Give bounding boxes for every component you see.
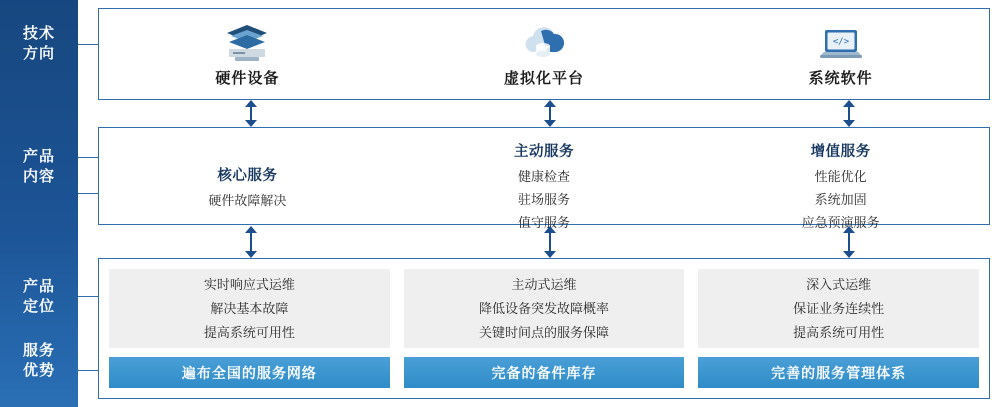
product-content-item: 硬件故障解决	[208, 193, 287, 208]
connector-advantage	[78, 370, 98, 371]
product-content-item: 系统加固	[814, 192, 867, 207]
arrow-tech-to-content-3	[842, 100, 856, 127]
product-position-line: 主动式运维	[511, 277, 577, 292]
arrow-tech-to-content-1	[244, 100, 258, 127]
service-advantage-card: 遍布全国的服务网络	[109, 357, 390, 388]
product-position-line: 关键时间点的服务保障	[479, 325, 610, 340]
service-advantage-card: 完善的服务管理体系	[698, 357, 979, 388]
left-label-content-line1: 产品	[22, 148, 55, 165]
left-label-position	[0, 277, 78, 317]
left-label-advantage	[0, 341, 78, 381]
product-position-line: 提高系统可用性	[203, 325, 295, 340]
tech-direction-item-software	[692, 9, 989, 99]
product-position-card	[109, 269, 390, 348]
product-position-line: 深入式运维	[806, 277, 872, 292]
product-position-card	[698, 269, 979, 348]
left-label-content-line2: 内容	[22, 168, 55, 185]
product-content-core	[99, 128, 396, 215]
left-label-advantage-line1: 服务	[22, 342, 55, 359]
arrow-content-to-position-2	[543, 226, 557, 258]
product-position-line: 降低设备突发故障概率	[479, 301, 610, 316]
cloud-virtualization-icon	[518, 21, 570, 65]
product-content-value-added	[692, 128, 989, 237]
product-content-title: 核心服务	[217, 168, 278, 184]
left-label-tech	[0, 24, 78, 64]
tech-direction-label: 虚拟化平台	[504, 69, 585, 87]
connector-content-bottom	[78, 193, 98, 194]
product-content-item: 应急预演服务	[801, 215, 880, 230]
connector-content-top	[78, 157, 98, 158]
product-content-title: 主动服务	[514, 144, 574, 160]
product-position-line: 解决基本故障	[210, 301, 289, 316]
product-content-box	[98, 127, 990, 230]
tech-direction-label: 系统软件	[808, 69, 873, 87]
position-advantage-column-2	[404, 269, 685, 388]
left-label-position-line2: 定位	[22, 298, 55, 315]
product-position-line: 实时响应式运维	[203, 277, 295, 292]
left-label-tech-line2: 方向	[22, 45, 55, 62]
arrow-content-to-position-3	[842, 226, 856, 258]
left-label-advantage-line2: 优势	[22, 362, 55, 379]
tech-direction-item-virtualization	[396, 9, 693, 99]
arrow-tech-to-content-2	[543, 100, 557, 127]
tech-direction-label: 硬件设备	[215, 69, 280, 87]
product-content-item: 性能优化	[814, 169, 867, 184]
position-advantage-column-3	[698, 269, 979, 388]
position-advantage-box	[98, 258, 990, 399]
arrow-content-to-position-1	[244, 226, 258, 258]
product-position-line: 保证业务连续性	[793, 301, 885, 316]
svg-text:</>: </>	[832, 36, 849, 47]
position-advantage-column-1	[109, 269, 390, 388]
left-label-position-line1: 产品	[22, 278, 55, 295]
left-label-tech-line1: 技术	[22, 25, 55, 42]
product-position-line: 提高系统可用性	[793, 325, 885, 340]
product-content-proactive	[396, 128, 693, 237]
laptop-code-icon	[814, 21, 868, 65]
product-content-item: 驻场服务	[518, 192, 571, 207]
product-content-title: 增值服务	[810, 144, 871, 160]
left-label-content	[0, 147, 78, 187]
tech-direction-item-hardware	[99, 9, 396, 99]
product-position-card	[404, 269, 685, 348]
tech-direction-box	[98, 8, 990, 100]
connector-tech	[78, 44, 98, 45]
service-advantage-card: 完备的备件库存	[404, 357, 685, 388]
product-content-item: 值守服务	[518, 215, 571, 230]
connector-position	[78, 296, 98, 297]
product-content-item: 健康检查	[518, 169, 571, 184]
server-stack-icon	[221, 21, 273, 65]
